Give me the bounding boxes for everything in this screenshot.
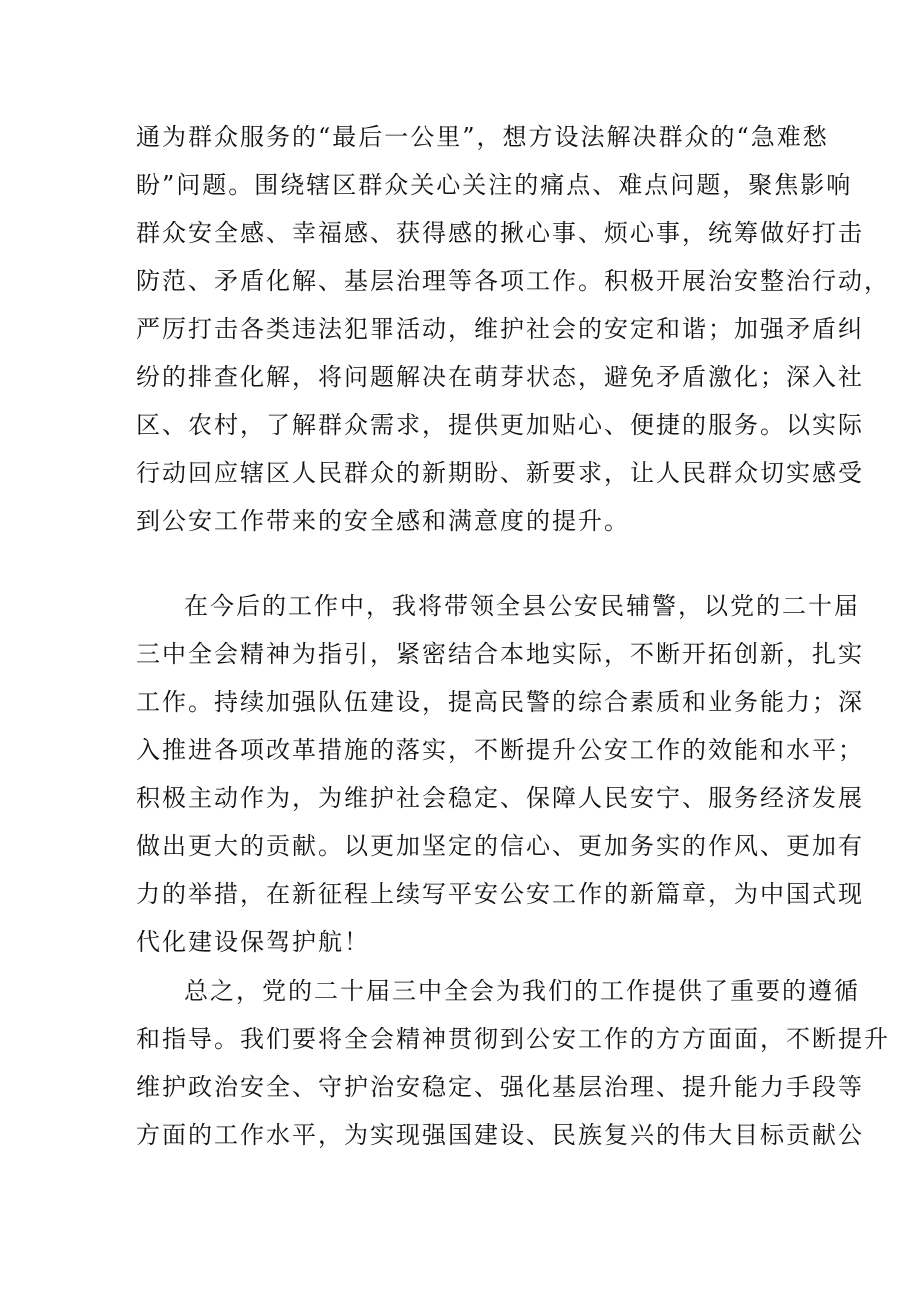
text-line: 代化建设保驾护航！ <box>136 928 370 956</box>
text-line: 行动回应辖区人民群众的新期盼、新要求，让人民群众切实感受 <box>136 459 864 487</box>
text-line: 防范、矛盾化解、基层治理等各项工作。积极开展治安整治行动， <box>136 267 890 295</box>
text-line: 力的举措，在新征程上续写平安公安工作的新篇章，为中国式现 <box>136 880 864 908</box>
text-line: 工作。持续加强队伍建设，提高民警的综合素质和业务能力；深 <box>136 688 864 716</box>
text-line: 做出更大的贡献。以更加坚定的信心、更加务实的作风、更加有 <box>136 832 864 860</box>
text-line: 通为群众服务的“最后一公里”，想方设法解决群众的“急难愁 <box>136 123 829 151</box>
text-line: 维护政治安全、守护治安稳定、强化基层治理、提升能力手段等 <box>136 1073 864 1101</box>
text-line: 总之，党的二十届三中全会为我们的工作提供了重要的遵循 <box>184 977 860 1005</box>
text-line: 到公安工作带来的安全感和满意度的提升。 <box>136 507 630 535</box>
text-line: 盼”问题。围绕辖区群众关心关注的痛点、难点问题，聚焦影响 <box>136 171 853 199</box>
text-line: 严厉打击各类违法犯罪活动，维护社会的安定和谐；加强矛盾纠 <box>136 315 864 343</box>
text-line: 方面的工作水平，为实现强国建设、民族复兴的伟大目标贡献公 <box>136 1121 864 1149</box>
text-line: 三中全会精神为指引，紧密结合本地实际，不断开拓创新，扎实 <box>136 640 864 668</box>
text-line: 纷的排查化解，将问题解决在萌芽状态，避免矛盾激化；深入社 <box>136 363 864 391</box>
text-line: 和指导。我们要将全会精神贯彻到公安工作的方方面面，不断提升 <box>136 1025 890 1053</box>
text-line: 群众安全感、幸福感、获得感的揪心事、烦心事，统筹做好打击 <box>136 219 864 247</box>
text-line: 区、农村，了解群众需求，提供更加贴心、便捷的服务。以实际 <box>136 411 864 439</box>
text-line: 入推进各项改革措施的落实，不断提升公安工作的效能和水平； <box>136 736 864 764</box>
text-line: 在今后的工作中，我将带领全县公安民辅警，以党的二十届 <box>184 592 860 620</box>
text-line: 积极主动作为，为维护社会稳定、保障人民安宁、服务经济发展 <box>136 784 864 812</box>
